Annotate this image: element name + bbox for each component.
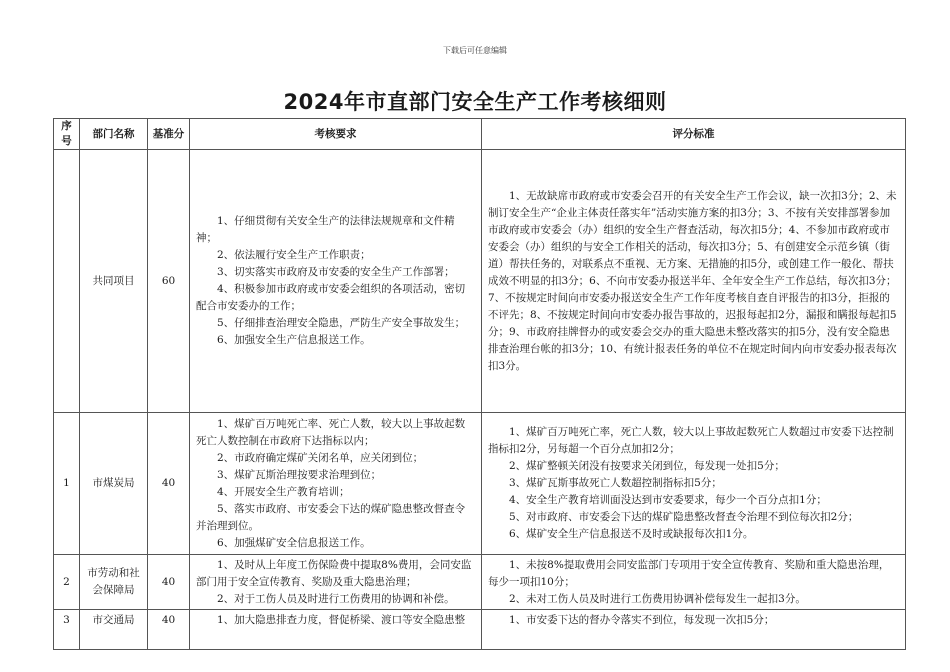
row-department: 市交通局 xyxy=(80,610,148,650)
row-index: 1 xyxy=(54,413,80,555)
header-requirements: 考核要求 xyxy=(190,119,482,150)
requirement-item: 2、对于工伤人员及时进行工伤费用的协调和补偿。 xyxy=(217,592,455,605)
requirement-item: 5、仔细排查治理安全隐患，严防生产安全事故发生； xyxy=(217,317,466,329)
criteria-item: 2、煤矿整顿关闭没有按要求关闭到位，每发现一处扣5分； xyxy=(509,460,785,472)
requirement-item: 6、加强煤矿安全信息报送工作。 xyxy=(217,536,371,549)
row-criteria xyxy=(482,555,906,610)
table-row xyxy=(54,413,906,555)
header-department: 部门名称 xyxy=(80,119,148,150)
row-requirements xyxy=(190,610,482,650)
row-index: 3 xyxy=(54,610,80,650)
criteria-item: 2、未对工伤人员及时进行工伤费用协调补偿每发生一起扣3分。 xyxy=(509,592,806,605)
requirement-item: 1、仔细贯彻有关安全生产的法律法规规章和文件精神； xyxy=(196,215,455,244)
assessment-table xyxy=(53,118,906,650)
requirement-item: 1、煤矿百万吨死亡率、死亡人数，较大以上事故起数死亡人数控制在市政府下达指标以内； xyxy=(196,417,466,447)
criteria-text: 1、无故缺席市政府或市安委会召开的有关安全生产工作会议，缺一次扣3分；2、未制订安全生产“企业主体责任落实年”活动实施方案的扣3分；3、不按有关安排部署参加市政府或市安委会（办）组织的安全生产督查活动，每次扣5分；4、不参加市政府或市安委会（办）组织的与安全工作相关的活动，每次扣3分；5、有创建安全示范乡镇（街道）帮扶任务的，对联系点不重视、无方案、无措施的扣5分，或创建工作一般化、帮扶成效不明显的扣3分；6、不向市安委办报送半年、全年安全生产工作总结，每次扣3分；7、不按规定时间向市安委办报送安全生产工作年度考核自查自评报告的扣3分，拒报的不评先；8、不按规定时间向市安委办报告事故的，迟报每起扣2分，漏报和瞒报每起扣5分；9、市政府挂牌督办的或安委会交办的重大隐患未整改落实的扣5分，没有安全隐患排查治理台帐的扣3分；10、有统计报表任务的单位不在规定时间内向市安委办报表每次扣3分。 xyxy=(488,189,897,372)
row-requirements xyxy=(190,150,482,413)
criteria-item: 4、安全生产教育培训面没达到市安委要求，每少一个百分点扣1分； xyxy=(509,494,827,506)
table-row xyxy=(54,150,906,413)
criteria-item: 6、煤矿安全生产信息报送不及时或缺报每次扣1分。 xyxy=(509,528,754,540)
row-department: 市劳动和社会保障局 xyxy=(80,555,148,610)
row-requirements xyxy=(190,413,482,555)
header-note: 下载后可任意编辑 xyxy=(443,46,507,55)
row-criteria xyxy=(482,413,906,555)
requirement-item: 5、落实市政府、市安委会下达的煤矿隐患整改督查令并治理到位。 xyxy=(196,502,466,532)
row-base-score: 40 xyxy=(148,610,190,650)
row-base-score: 40 xyxy=(148,555,190,610)
requirement-item: 2、依法履行安全生产工作职责； xyxy=(217,249,371,261)
requirement-item: 1、加大隐患排查力度，督促桥梁、渡口等安全隐患整 xyxy=(217,614,466,626)
header-criteria: 评分标准 xyxy=(482,119,906,150)
table-row xyxy=(54,610,906,650)
criteria-item: 1、市安委下达的督办令落实不到位，每发现一次扣5分； xyxy=(509,614,775,626)
row-criteria xyxy=(482,610,906,650)
row-base-score: 60 xyxy=(148,150,190,413)
requirement-item: 3、煤矿瓦斯治理按要求治理到位； xyxy=(217,468,382,481)
row-base-score: 40 xyxy=(148,413,190,555)
row-criteria xyxy=(482,150,906,413)
row-index: 2 xyxy=(54,555,80,610)
row-index xyxy=(54,150,80,413)
criteria-item: 3、煤矿瓦斯事故死亡人数超控制指标扣5分； xyxy=(509,477,722,489)
header-index: 序号 xyxy=(54,119,80,150)
header-base-score: 基准分 xyxy=(148,119,190,150)
requirement-item: 6、加强安全生产信息报送工作。 xyxy=(217,334,371,346)
criteria-item: 5、对市政府、市安委会下达的煤矿隐患整改督查令治理不到位每次扣2分； xyxy=(509,511,859,523)
row-department: 共同项目 xyxy=(80,150,148,413)
criteria-item: 1、煤矿百万吨死亡率，死亡人数，较大以上事故起数死亡人数超过市安委下达控制指标扣2分，另每超一个百分点加扣2分； xyxy=(488,426,894,455)
table-header-row xyxy=(54,119,906,150)
requirement-item: 3、切实落实市政府及市安委的安全生产工作部署； xyxy=(217,266,455,278)
row-department: 市煤炭局 xyxy=(80,413,148,555)
table-row xyxy=(54,555,906,610)
document-title: 2024年市直部门安全生产工作考核细则 xyxy=(283,90,667,114)
requirement-item: 2、市政府确定煤矿关闭名单，应关闭到位； xyxy=(217,451,424,464)
requirement-item: 4、积极参加市政府或市安委会组织的各项活动，密切配合市安委办的工作； xyxy=(196,283,466,312)
requirement-item: 1、及时从上年度工伤保险费中提取8%费用，会同安监部门用于安全宣传教育、奖励及重大隐患治理； xyxy=(196,558,472,588)
row-requirements xyxy=(190,555,482,610)
criteria-item: 1、未按8%提取费用会同安监部门专项用于安全宣传教育、奖励和重大隐患治理，每少一项扣10分； xyxy=(488,558,890,588)
requirement-item: 4、开展安全生产教育培训； xyxy=(217,485,350,498)
